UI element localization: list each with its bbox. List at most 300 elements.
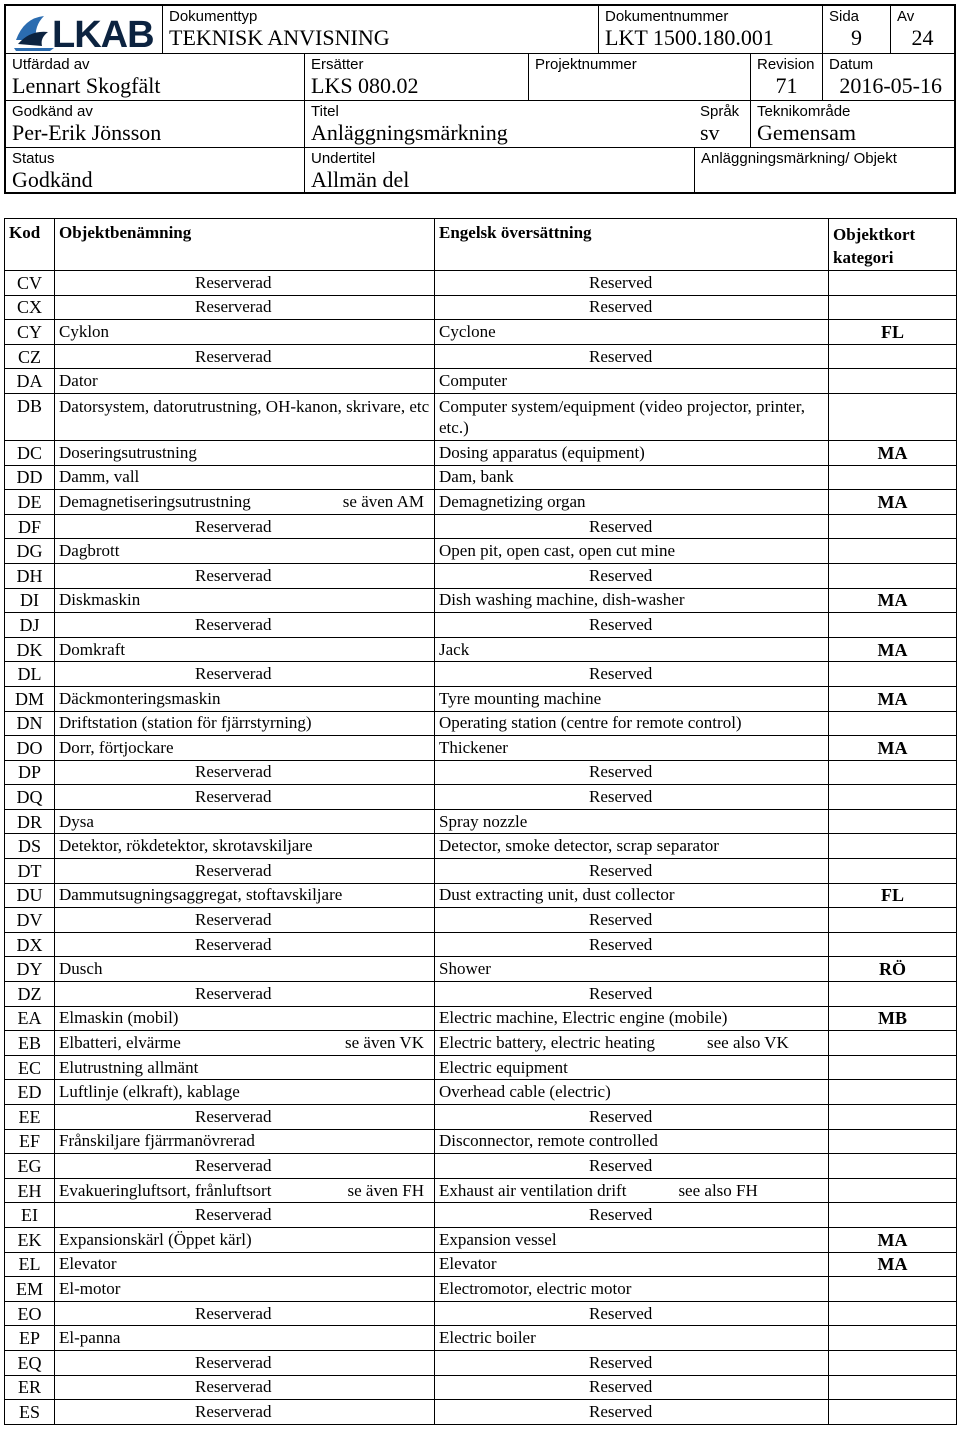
row-category: MA: [829, 490, 957, 515]
row-code: DX: [5, 932, 55, 957]
row-code: DS: [5, 834, 55, 859]
table-row: [5, 1350, 957, 1375]
table-row: [5, 1154, 957, 1179]
row-name-en-text: Reserved: [589, 934, 653, 954]
row-category: MA: [829, 736, 957, 761]
row-see-also-sv: se även FH: [347, 1180, 424, 1200]
page-cell: [822, 6, 890, 53]
row-name-sv: [55, 834, 435, 859]
table-row: [5, 295, 957, 320]
row-name-en-text: Dam, bank: [439, 467, 514, 487]
doctype-value: TEKNISK ANVISNING: [169, 25, 390, 50]
table-row: [5, 711, 957, 736]
status-label: Status: [12, 150, 55, 167]
row-name-en-text: Exhaust air ventilation drift: [439, 1180, 627, 1200]
row-name-en: [435, 1277, 829, 1302]
row-name-en-text: Spray nozzle: [439, 811, 528, 831]
row-name-en-text: Reserved: [589, 860, 653, 880]
table-row: [5, 1006, 957, 1031]
row-name-sv-text: Demagnetiseringsutrustning: [59, 491, 251, 511]
row-name-en-text: Reserved: [589, 297, 653, 317]
row-name-sv-text: El-panna: [59, 1328, 121, 1348]
row-name-sv: [55, 637, 435, 662]
row-name-en: [435, 1055, 829, 1080]
table-row: [5, 1080, 957, 1105]
doctype-cell: [162, 6, 598, 53]
title-label: Titel: [311, 103, 339, 120]
row-category: [829, 1326, 957, 1351]
row-code: EH: [5, 1178, 55, 1203]
row-name-sv-text: Reserverad: [195, 1303, 272, 1323]
row-category: [829, 1129, 957, 1154]
table-row: [5, 908, 957, 933]
row-name-en-text: Reserved: [589, 1377, 653, 1397]
row-name-en: [435, 637, 829, 662]
row-name-sv-text: Reserverad: [195, 934, 272, 954]
row-name-sv-text: Dator: [59, 371, 98, 391]
row-name-en-text: Computer: [439, 371, 507, 391]
row-name-sv: [55, 809, 435, 834]
row-name-en: [435, 834, 829, 859]
row-category: [829, 1375, 957, 1400]
row-name-en: [435, 760, 829, 785]
row-name-sv-text: Elbatteri, elvärme: [59, 1033, 181, 1053]
row-name-sv-text: El-motor: [59, 1278, 121, 1298]
row-name-en: [435, 1326, 829, 1351]
row-category: [829, 1203, 957, 1228]
row-name-en: [435, 1400, 829, 1425]
row-name-sv-text: Driftstation (station för fjärrstyrning): [59, 713, 312, 733]
row-code: DN: [5, 711, 55, 736]
row-name-en: [435, 883, 829, 908]
row-name-sv-text: Reserverad: [195, 1352, 272, 1372]
row-code: DJ: [5, 613, 55, 638]
brand-text: LKAB: [52, 14, 154, 52]
row-name-en: [435, 1252, 829, 1277]
title-value: Anläggningsmärkning: [311, 120, 508, 145]
row-name-en-text: Reserved: [589, 1303, 653, 1323]
row-name-sv-text: Datorsystem, datorutrustning, OH-kanon, skrivare, etc: [59, 396, 430, 416]
row-category: [829, 1178, 957, 1203]
row-code: DH: [5, 563, 55, 588]
row-code: DA: [5, 369, 55, 394]
row-name-en: [435, 736, 829, 761]
row-name-en-text: Reserved: [589, 272, 653, 292]
row-name-sv-text: Detektor, rökdetektor, skrotavskiljare: [59, 836, 313, 856]
table-row: [5, 1301, 957, 1326]
row-name-en: [435, 539, 829, 564]
row-name-en-text: Reserved: [589, 1106, 653, 1126]
row-name-sv: [55, 271, 435, 296]
row-name-sv-text: Elmaskin (mobil): [59, 1008, 179, 1028]
row-code: EE: [5, 1105, 55, 1130]
row-see-also-en: see also VK: [707, 1033, 789, 1053]
row-category: [829, 295, 957, 320]
row-category: [829, 514, 957, 539]
row-category: [829, 834, 957, 859]
row-name-en: [435, 686, 829, 711]
row-category: [829, 563, 957, 588]
row-code: DT: [5, 859, 55, 884]
title-cell: [304, 100, 694, 147]
row-category: [829, 1301, 957, 1326]
row-name-en: [435, 982, 829, 1007]
row-name-sv-text: Reserverad: [195, 983, 272, 1003]
row-name-sv-text: Elevator: [59, 1254, 117, 1274]
table-row: [5, 440, 957, 465]
row-name-sv-text: Reserverad: [195, 1205, 272, 1225]
row-name-sv: [55, 320, 435, 345]
row-name-en: [435, 344, 829, 369]
row-category: [829, 369, 957, 394]
tech-sub-cell: [694, 147, 954, 192]
col-code-header: Kod: [5, 219, 55, 271]
table-row: [5, 809, 957, 834]
table-header-row: [5, 219, 957, 271]
row-name-en-text: Computer system/equipment (video projector, printer, etc.): [439, 396, 805, 437]
table-row: [5, 662, 957, 687]
row-name-sv-text: Reserverad: [195, 910, 272, 930]
of-value: 24: [911, 25, 934, 50]
row-name-en-text: Reserved: [589, 565, 653, 585]
row-name-sv: [55, 957, 435, 982]
date-label: Datum: [829, 56, 874, 73]
row-name-sv: [55, 588, 435, 613]
approved-cell: [6, 100, 304, 147]
row-code: DU: [5, 883, 55, 908]
status-value: Godkänd: [12, 167, 93, 192]
row-name-en-text: Demagnetizing organ: [439, 491, 586, 511]
row-category: MA: [829, 1227, 957, 1252]
row-name-sv: [55, 539, 435, 564]
row-name-en: [435, 465, 829, 490]
col-category-header: Objektkort kategori: [829, 219, 957, 271]
table-row: [5, 1400, 957, 1425]
table-row: [5, 344, 957, 369]
table-row: [5, 957, 957, 982]
row-name-sv: [55, 1129, 435, 1154]
row-name-sv: [55, 883, 435, 908]
row-name-sv: [55, 662, 435, 687]
row-name-en-text: Reserved: [589, 1205, 653, 1225]
row-name-en: [435, 1006, 829, 1031]
tech-cell: [750, 100, 954, 147]
row-name-sv-text: Reserverad: [195, 1377, 272, 1397]
row-name-en-text: Reserved: [589, 346, 653, 366]
lang-value: sv: [700, 120, 720, 145]
row-name-en: [435, 514, 829, 539]
revision-value: 71: [775, 73, 798, 98]
row-category: [829, 1350, 957, 1375]
row-name-en-text: Reserved: [589, 516, 653, 536]
row-name-en-text: Electric machine, Electric engine (mobile): [439, 1008, 728, 1028]
row-code: EC: [5, 1055, 55, 1080]
row-name-en: [435, 711, 829, 736]
row-category: [829, 1277, 957, 1302]
table-row: [5, 369, 957, 394]
row-category: [829, 982, 957, 1007]
lkab-logo: [14, 10, 160, 52]
row-name-en-text: Cyclone: [439, 321, 496, 341]
table-row: [5, 1055, 957, 1080]
row-name-en: [435, 393, 829, 440]
row-name-sv-text: Reserverad: [195, 664, 272, 684]
row-category: [829, 344, 957, 369]
table-row: [5, 588, 957, 613]
docnum-label: Dokumentnummer: [605, 8, 729, 25]
row-name-en: [435, 369, 829, 394]
row-name-sv: [55, 1252, 435, 1277]
row-name-en: [435, 932, 829, 957]
row-name-en: [435, 957, 829, 982]
row-name-sv: [55, 982, 435, 1007]
row-name-en: [435, 1031, 829, 1056]
row-name-en: [435, 1080, 829, 1105]
row-category: [829, 662, 957, 687]
table-row: [5, 982, 957, 1007]
row-name-en: [435, 859, 829, 884]
row-name-en-text: Dosing apparatus (equipment): [439, 442, 645, 462]
of-cell: [890, 6, 954, 53]
doctype-label: Dokumenttyp: [169, 8, 258, 25]
row-name-en: [435, 1375, 829, 1400]
row-category: FL: [829, 883, 957, 908]
row-code: EI: [5, 1203, 55, 1228]
row-code: CV: [5, 271, 55, 296]
row-code: EF: [5, 1129, 55, 1154]
row-code: DL: [5, 662, 55, 687]
docnum-cell: [598, 6, 822, 53]
row-name-sv-text: Frånskiljare fjärrmanövrerad: [59, 1131, 255, 1151]
row-name-en-text: Reserved: [589, 1352, 653, 1372]
row-name-sv: [55, 1080, 435, 1105]
table-row: [5, 1031, 957, 1056]
subtitle-cell: [304, 147, 694, 192]
status-cell: [6, 147, 304, 192]
row-category: FL: [829, 320, 957, 345]
row-code: DB: [5, 393, 55, 440]
row-name-sv-text: Reserverad: [195, 1106, 272, 1126]
row-category: [829, 613, 957, 638]
row-category: [829, 809, 957, 834]
row-name-sv-text: Reserverad: [195, 762, 272, 782]
row-name-sv-text: Reserverad: [195, 297, 272, 317]
row-category: RÖ: [829, 957, 957, 982]
object-code-table: [4, 218, 957, 1425]
row-name-en: [435, 490, 829, 515]
row-category: [829, 539, 957, 564]
row-name-sv-text: Dusch: [59, 959, 103, 979]
row-name-sv-text: Damm, vall: [59, 467, 140, 487]
table-row: [5, 736, 957, 761]
row-name-sv-text: Reserverad: [195, 787, 272, 807]
row-name-en: [435, 1350, 829, 1375]
row-code: DO: [5, 736, 55, 761]
row-name-sv-text: Diskmaskin: [59, 590, 141, 610]
row-name-en-text: Electric equipment: [439, 1057, 568, 1077]
row-name-sv: [55, 295, 435, 320]
row-name-en: [435, 271, 829, 296]
table-row: [5, 1375, 957, 1400]
row-name-en: [435, 1105, 829, 1130]
row-category: MA: [829, 588, 957, 613]
of-label: Av: [897, 8, 915, 25]
table-row: [5, 1129, 957, 1154]
row-code: DG: [5, 539, 55, 564]
row-name-sv: [55, 563, 435, 588]
row-name-sv: [55, 1277, 435, 1302]
row-name-sv-text: Reserverad: [195, 272, 272, 292]
author-value: Lennart Skogfält: [12, 73, 161, 98]
row-name-en-text: Reserved: [589, 983, 653, 1003]
row-name-sv: [55, 1326, 435, 1351]
row-name-sv: [55, 1227, 435, 1252]
row-name-en: [435, 295, 829, 320]
row-code: DC: [5, 440, 55, 465]
row-category: MB: [829, 1006, 957, 1031]
date-value: 2016-05-16: [839, 73, 942, 98]
row-category: [829, 1105, 957, 1130]
row-name-sv-text: Dysa: [59, 811, 94, 831]
row-name-en-text: Reserved: [589, 910, 653, 930]
table-row: [5, 834, 957, 859]
row-code: DQ: [5, 785, 55, 810]
row-code: EM: [5, 1277, 55, 1302]
row-name-en-text: Dust extracting unit, dust collector: [439, 885, 675, 905]
row-name-sv-text: Domkraft: [59, 639, 126, 659]
row-name-sv: [55, 1350, 435, 1375]
table-row: [5, 1326, 957, 1351]
replaces-value: LKS 080.02: [311, 73, 419, 98]
author-label: Utfärdad av: [12, 56, 90, 73]
row-name-en: [435, 1178, 829, 1203]
row-category: [829, 1055, 957, 1080]
row-name-en-text: Reserved: [589, 787, 653, 807]
row-see-also-sv: se även VK: [345, 1033, 424, 1053]
row-name-en-text: Jack: [439, 639, 470, 659]
table-row: [5, 271, 957, 296]
row-name-sv: [55, 760, 435, 785]
row-code: CY: [5, 320, 55, 345]
row-name-sv: [55, 393, 435, 440]
row-category: MA: [829, 637, 957, 662]
row-name-en: [435, 785, 829, 810]
tech-label: Teknikområde: [757, 103, 851, 120]
table-row: [5, 686, 957, 711]
table-row: [5, 1178, 957, 1203]
row-code: DP: [5, 760, 55, 785]
row-name-sv: [55, 1154, 435, 1179]
row-see-also-en: see also FH: [678, 1180, 758, 1200]
table-row: [5, 563, 957, 588]
row-category: MA: [829, 686, 957, 711]
row-name-sv: [55, 785, 435, 810]
row-category: [829, 1080, 957, 1105]
row-name-en: [435, 563, 829, 588]
row-name-sv: [55, 1375, 435, 1400]
row-name-en: [435, 1129, 829, 1154]
row-name-sv: [55, 369, 435, 394]
subtitle-label: Undertitel: [311, 150, 376, 167]
row-code: DI: [5, 588, 55, 613]
row-name-en: [435, 809, 829, 834]
page-value: 9: [851, 25, 862, 50]
row-category: MA: [829, 440, 957, 465]
row-category: [829, 1154, 957, 1179]
row-name-en: [435, 1154, 829, 1179]
row-name-sv: [55, 344, 435, 369]
row-name-en-text: Elevator: [439, 1254, 497, 1274]
row-name-en-text: Electric boiler: [439, 1328, 536, 1348]
table-row: [5, 1203, 957, 1228]
row-name-sv-text: Expansionskärl (Öppet kärl): [59, 1229, 252, 1249]
docnum-value: LKT 1500.180.001: [605, 25, 774, 50]
row-category: [829, 711, 957, 736]
col-name-sv-header: Objektbenämning: [55, 219, 435, 271]
document-header: [4, 4, 956, 194]
subtitle-value: Allmän del: [311, 167, 410, 192]
row-name-sv: [55, 613, 435, 638]
date-cell: [822, 53, 954, 100]
table-row: [5, 637, 957, 662]
row-name-en-text: Electromotor, electric motor: [439, 1278, 632, 1298]
row-code: EQ: [5, 1350, 55, 1375]
row-name-sv: [55, 859, 435, 884]
row-name-sv: [55, 1203, 435, 1228]
row-name-sv: [55, 908, 435, 933]
row-name-sv: [55, 932, 435, 957]
table-row: [5, 1227, 957, 1252]
row-name-en-text: Disconnector, remote controlled: [439, 1131, 658, 1151]
table-row: [5, 1252, 957, 1277]
table-row: [5, 490, 957, 515]
row-name-sv-text: Reserverad: [195, 1401, 272, 1421]
row-category: [829, 271, 957, 296]
row-name-en-text: Overhead cable (electric): [439, 1082, 611, 1102]
row-code: CX: [5, 295, 55, 320]
tech-sub-label: Anläggningsmärkning/ Objekt: [701, 150, 897, 167]
row-name-en-text: Reserved: [589, 664, 653, 684]
row-category: [829, 785, 957, 810]
row-name-sv-text: Reserverad: [195, 516, 272, 536]
col-name-en-header: Engelsk översättning: [435, 219, 829, 271]
row-name-sv-text: Dorr, förtjockare: [59, 737, 174, 757]
row-name-en: [435, 1301, 829, 1326]
row-name-en-text: Electric battery, electric heating: [439, 1033, 655, 1053]
table-row: [5, 514, 957, 539]
row-category: MA: [829, 1252, 957, 1277]
row-name-sv-text: Reserverad: [195, 565, 272, 585]
project-label: Projektnummer: [535, 56, 637, 73]
row-code: ED: [5, 1080, 55, 1105]
row-category: [829, 1031, 957, 1056]
row-code: DE: [5, 490, 55, 515]
table-row: [5, 932, 957, 957]
row-category: [829, 760, 957, 785]
row-category: [829, 932, 957, 957]
row-name-en-text: Thickener: [439, 737, 508, 757]
row-name-sv: [55, 440, 435, 465]
row-code: DY: [5, 957, 55, 982]
row-name-en: [435, 908, 829, 933]
table-row: [5, 613, 957, 638]
table-body: [5, 219, 957, 1425]
row-code: EK: [5, 1227, 55, 1252]
approved-label: Godkänd av: [12, 103, 93, 120]
row-name-sv-text: Doseringsutrustning: [59, 442, 197, 462]
table-row: [5, 393, 957, 440]
author-cell: [6, 53, 304, 100]
